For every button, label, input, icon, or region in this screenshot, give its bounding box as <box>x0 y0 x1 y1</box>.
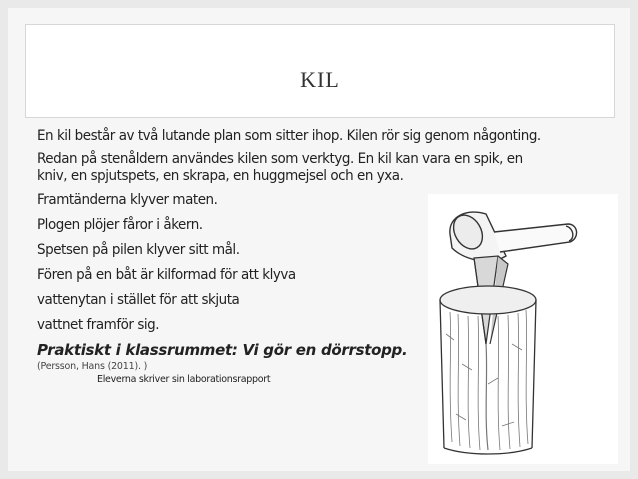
lab-report-note: Eleverna skriver sin laborationsrapport <box>97 374 271 385</box>
body-line-8: vattenytan i stället för att skjuta <box>37 292 240 308</box>
body-line-2: Redan på stenåldern användes kilen som verktyg. En kil kan vara en spik, en <box>37 151 523 167</box>
title-box <box>25 24 615 118</box>
body-line-9: vattnet framför sig. <box>37 317 160 333</box>
body-line-3: kniv, en spjutspets, en skrapa, en huggmejsel och en yxa. <box>37 168 404 184</box>
log-splitting-wedge-icon <box>428 194 618 464</box>
body-line-5: Plogen plöjer fåror i åkern. <box>37 217 203 233</box>
reference-text: (Persson, Hans (2011). ) <box>37 361 148 372</box>
slide-title: KIL <box>300 67 340 92</box>
body-line-1: En kil består av två lutande plan som sitter ihop. Kilen rör sig genom någonting. <box>37 128 541 144</box>
body-line-6: Spetsen på pilen klyver sitt mål. <box>37 242 240 258</box>
body-line-7: Fören på en båt är kilformad för att klyva <box>37 267 296 283</box>
body-line-4: Framtänderna klyver maten. <box>37 192 218 208</box>
slide <box>8 8 630 471</box>
practical-heading: Praktiskt i klassrummet: Vi gör en dörrstopp. <box>37 341 408 359</box>
